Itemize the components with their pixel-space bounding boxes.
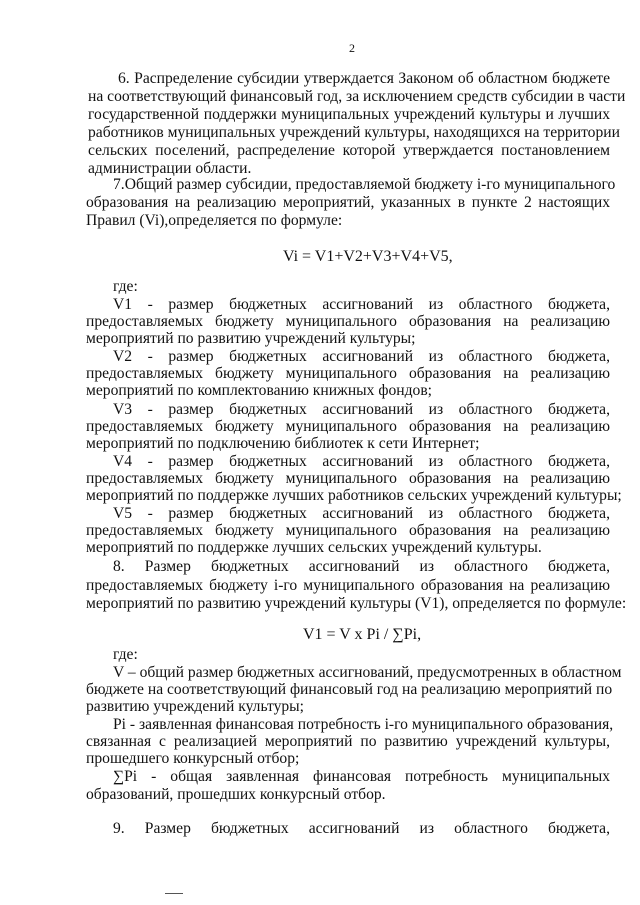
v3-line-3: мероприятий по подключению библиотек к сети Интернет; (86, 435, 480, 452)
v3-line-1: V3 - размер бюджетных ассигнований из областного бюджета, (113, 401, 610, 418)
p8-line-1: 8. Размер бюджетных ассигнований из областного бюджета, (113, 558, 610, 575)
formula-v1: V1 = V x Pi / ∑Pi, (303, 626, 422, 643)
footer-mark (165, 893, 183, 894)
v4-line-3: мероприятий по поддержке лучших работников сельских учреждений культуры; (86, 487, 622, 504)
v2-line-3: мероприятий по комплектованию книжных фондов; (86, 382, 433, 399)
v1-line-3: мероприятий по развитию учреждений культуры; (86, 330, 416, 347)
def-pi-line-1: Pi - заявленная финансовая потребность i-го муниципального образования, (113, 716, 614, 733)
v4-line-2: предоставляемых бюджету муниципального образования на реализацию (86, 470, 610, 487)
v1-line-2: предоставляемых бюджету муниципального образования на реализацию (86, 313, 610, 330)
p9-line-1: 9. Размер бюджетных ассигнований из областного бюджета, (113, 820, 610, 837)
v5-line-2: предоставляемых бюджету муниципального образования на реализацию (86, 522, 610, 539)
where-label-2: где: (113, 646, 138, 663)
p6-line-1: 6. Распределение субсидии утверждается Законом об областном бюджете (118, 70, 610, 87)
def-pi-line-2: связанная с реализацией мероприятий по развитию учреждений культуры, (86, 733, 610, 750)
formula-vi: Vi = V1+V2+V3+V4+V5, (283, 248, 453, 265)
def-sumpi-line-2: образований, прошедших конкурсный отбор. (86, 786, 386, 803)
p8-line-3: мероприятий по развитию учреждений культуры (V1), определяется по формуле: (86, 595, 627, 612)
p7-line-3: Правил (Vi),определяется по формуле: (86, 212, 343, 229)
p6-line-2: на соответствующий финансовый год, за исключением средств субсидии в части (88, 88, 626, 105)
p7-line-2: образования на реализацию мероприятий, указанных в пункте 2 настоящих (86, 194, 610, 211)
page-number: 2 (349, 41, 355, 55)
v2-line-1: V2 - размер бюджетных ассигнований из областного бюджета, (113, 348, 610, 365)
v2-line-2: предоставляемых бюджету муниципального образования на реализацию (86, 365, 610, 382)
v1-line-1: V1 - размер бюджетных ассигнований из областного бюджета, (113, 296, 610, 313)
p6-line-5: сельских поселений, распределение которой утверждается постановлением (88, 142, 610, 159)
where-label-1: где: (113, 278, 138, 295)
v5-line-1: V5 - размер бюджетных ассигнований из областного бюджета, (113, 505, 610, 522)
def-v-line-3: развитию учреждений культуры; (86, 698, 304, 715)
def-v-line-1: V – общий размер бюджетных ассигнований, предусмотренных в областном (113, 664, 622, 681)
v3-line-2: предоставляемых бюджету муниципального образования на реализацию (86, 418, 610, 435)
v4-line-1: V4 - размер бюджетных ассигнований из областного бюджета, (113, 453, 610, 470)
p6-line-4: работников муниципальных учреждений культуры, находящихся на территории (88, 124, 620, 141)
p6-line-3: государственной поддержки муниципальных учреждений культуры и лучших (88, 106, 610, 123)
p7-line-1: 7.Общий размер субсидии, предоставляемой бюджету i-го муниципального (113, 176, 616, 193)
p6-line-6: администрации области. (88, 160, 252, 177)
p8-line-2: предоставляемых бюджету i-го муниципального образования на реализацию (86, 577, 610, 594)
def-sumpi-line-1: ∑Pi - общая заявленная финансовая потребность муниципальных (113, 768, 610, 785)
def-v-line-2: бюджете на соответствующий финансовый год на реализацию мероприятий по (86, 681, 613, 698)
v5-line-3: мероприятий по поддержке лучших сельских учреждений культуры. (86, 539, 542, 556)
def-pi-line-3: прошедшего конкурсный отбор; (86, 750, 300, 767)
